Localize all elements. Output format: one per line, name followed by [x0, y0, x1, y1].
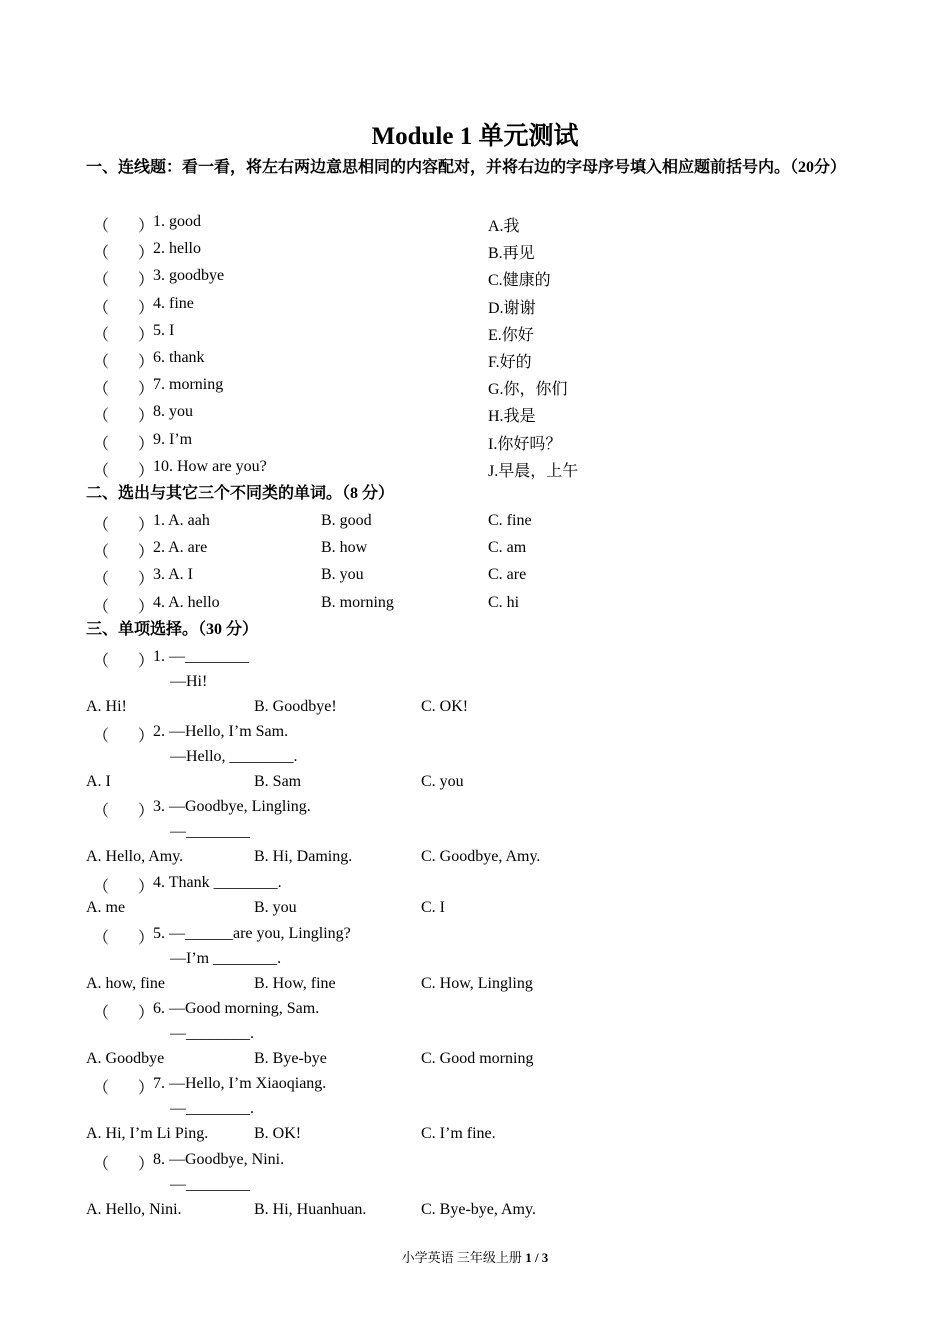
page-title: Module 1 单元测试	[371, 123, 579, 150]
answer-paren-open: （	[93, 653, 110, 670]
answer-paren-close: ）	[138, 598, 155, 616]
option-b: B. Goodbye!	[254, 698, 337, 715]
answer-paren-open: （	[93, 272, 110, 290]
answer-paren-open: （	[93, 326, 110, 344]
matching-left: 4. fine	[153, 294, 194, 312]
answer-paren-close: ）	[138, 326, 155, 344]
question-row	[86, 1151, 886, 1173]
matching-row	[86, 431, 886, 453]
matching-row	[86, 267, 886, 289]
question-text: 2. —Hello, I’m Sam.	[153, 723, 289, 740]
matching-right: H.我是	[488, 408, 536, 426]
answer-paren-close: ）	[138, 1005, 155, 1022]
options-row	[86, 975, 886, 997]
question-text: 7. —Hello, I’m Xiaoqiang.	[153, 1075, 327, 1092]
options-row	[86, 1201, 886, 1223]
page-number: 1 / 3	[525, 1250, 549, 1265]
options-row	[86, 848, 886, 870]
option-a: A. Hi!	[86, 698, 127, 715]
answer-paren-open: （	[93, 728, 110, 745]
reply-row	[86, 1100, 886, 1122]
option-a: A. Hello, Nini.	[86, 1201, 182, 1218]
option-c: C. Bye-bye, Amy.	[421, 1201, 536, 1218]
question-text: 1. —________	[153, 648, 249, 665]
option-a: 2. A. are	[153, 539, 208, 557]
option-c: C. I	[421, 899, 445, 916]
answer-paren-close: ）	[138, 408, 155, 426]
reply-text: —________	[170, 1176, 250, 1193]
option-b: B. Sam	[254, 773, 302, 790]
answer-paren-close: ）	[138, 245, 155, 263]
answer-paren-open: （	[93, 354, 110, 371]
question-row	[86, 648, 886, 670]
matching-right: A.我	[488, 218, 520, 235]
option-b: B. good	[321, 512, 372, 529]
answer-paren-open: （	[93, 803, 110, 820]
answer-paren-close: ）	[138, 354, 155, 371]
question-text: 6. —Good morning, Sam.	[153, 1000, 320, 1017]
reply-text: —________.	[170, 1025, 254, 1042]
section2-heading: 二、选出与其它三个不同类的单词。（8 分）	[86, 485, 395, 502]
matching-right: G.你，你们	[488, 381, 568, 399]
option-b: B. Hi, Daming.	[254, 848, 353, 865]
answer-paren-open: （	[93, 462, 110, 480]
reply-row	[86, 1176, 886, 1198]
option-a: 4. A. hello	[153, 593, 220, 611]
option-c: C. fine	[488, 512, 532, 529]
answer-paren-close: ）	[138, 653, 155, 670]
reply-row	[86, 950, 886, 972]
matching-left: 8. you	[153, 403, 193, 421]
option-a: A. me	[86, 899, 126, 916]
question-text: 5. —______are you, Lingling?	[153, 925, 351, 942]
question-row	[86, 874, 886, 896]
answer-paren-close: ）	[138, 272, 155, 290]
section3-heading: 三、单项选择。（30 分）	[86, 621, 259, 638]
option-b: B. Hi, Huanhuan.	[254, 1201, 367, 1218]
option-b: B. OK!	[254, 1125, 302, 1142]
answer-paren-open: （	[93, 544, 110, 562]
matching-row	[86, 376, 886, 398]
reply-row	[86, 1025, 886, 1047]
answer-paren-close: ）	[138, 728, 155, 745]
answer-paren-close: ）	[138, 381, 155, 399]
answer-paren-close: ）	[138, 462, 155, 480]
option-b: B. you	[321, 566, 364, 584]
answer-paren-close: ）	[138, 879, 155, 896]
answer-paren-open: （	[93, 517, 110, 534]
question-row	[86, 1075, 886, 1097]
answer-paren-open: （	[93, 879, 110, 896]
answer-paren-open: （	[93, 381, 110, 399]
matching-left: 7. morning	[153, 376, 224, 394]
reply-row	[86, 748, 886, 770]
reply-text: —________	[170, 823, 250, 840]
answer-paren-open: （	[93, 1005, 110, 1022]
question-row	[86, 723, 886, 745]
matching-right: D.谢谢	[488, 299, 536, 317]
answer-paren-close: ）	[138, 218, 155, 235]
footer-text: 小学英语 三年级上册	[401, 1250, 526, 1265]
matching-row	[86, 349, 886, 371]
option-c: C. are	[488, 566, 527, 584]
option-b: B. Bye-bye	[254, 1050, 327, 1067]
answer-paren-close: ）	[138, 571, 155, 589]
answer-paren-open: （	[93, 598, 110, 616]
matching-right: J.早晨，上午	[488, 462, 579, 480]
question-text: 8. —Goodbye, Nini.	[153, 1151, 285, 1168]
odd-one-out-row	[86, 512, 886, 534]
matching-row	[86, 458, 886, 480]
options-row	[86, 698, 886, 720]
reply-row	[86, 673, 886, 695]
question-row	[86, 1000, 886, 1022]
option-a: 3. A. I	[153, 566, 193, 584]
options-row	[86, 773, 886, 795]
answer-paren-open: （	[93, 299, 110, 317]
matching-row	[86, 213, 886, 235]
option-a: A. how, fine	[86, 975, 165, 992]
matching-left: 2. hello	[153, 240, 201, 258]
reply-text: —________.	[170, 1100, 254, 1117]
answer-paren-open: （	[93, 408, 110, 426]
answer-paren-close: ）	[138, 803, 155, 820]
answer-paren-open: （	[93, 218, 110, 235]
matching-right: I.你好吗？	[488, 435, 562, 453]
option-a: 1. A. aah	[153, 512, 210, 529]
option-b: B. How, fine	[254, 975, 336, 992]
answer-paren-close: ）	[138, 517, 155, 534]
matching-row	[86, 403, 886, 425]
answer-paren-close: ）	[138, 1080, 155, 1097]
option-c: C. you	[421, 773, 464, 790]
question-text: 4. Thank ________.	[153, 874, 282, 891]
matching-right: B.再见	[488, 245, 535, 263]
reply-text: —I’m ________.	[170, 950, 282, 967]
options-row	[86, 1125, 886, 1147]
option-b: B. morning	[321, 593, 394, 611]
option-a: A. Hi, I’m Li Ping.	[86, 1125, 209, 1142]
option-a: A. Hello, Amy.	[86, 848, 184, 865]
option-c: C. OK!	[421, 698, 469, 715]
answer-paren-open: （	[93, 571, 110, 589]
matching-left: 10. How are you?	[153, 457, 267, 475]
answer-paren-close: ）	[138, 930, 155, 947]
option-a: A. I	[86, 773, 111, 790]
answer-paren-close: ）	[138, 299, 155, 317]
option-c: C. am	[488, 539, 527, 557]
option-c: C. Goodbye, Amy.	[421, 848, 541, 865]
option-a: A. Goodbye	[86, 1050, 165, 1067]
matching-right: F.好的	[488, 354, 532, 371]
question-text: 3. —Goodbye, Lingling.	[153, 798, 311, 815]
options-row	[86, 1050, 886, 1072]
answer-paren-open: （	[93, 1080, 110, 1097]
answer-paren-close: ）	[138, 544, 155, 562]
question-row	[86, 798, 886, 820]
matching-right: C.健康的	[488, 272, 551, 290]
question-row	[86, 925, 886, 947]
matching-left: 9. I’m	[153, 430, 193, 448]
section1-heading: 一、连线题：看一看，将左右两边意思相同的内容配对，并将右边的字母序号填入相应题前括号内。（20分）	[86, 159, 847, 176]
matching-left: 6. thank	[153, 349, 205, 366]
odd-one-out-row	[86, 566, 886, 588]
answer-paren-open: （	[93, 930, 110, 947]
matching-row	[86, 295, 886, 317]
answer-paren-close: ）	[138, 1156, 155, 1173]
odd-one-out-row	[86, 594, 886, 616]
odd-one-out-row	[86, 539, 886, 561]
answer-paren-open: （	[93, 1156, 110, 1173]
page-footer	[0, 1247, 950, 1266]
option-b: B. how	[321, 539, 368, 557]
option-c: C. hi	[488, 593, 520, 611]
option-c: C. I’m fine.	[421, 1125, 496, 1142]
reply-text: —Hello, ________.	[170, 748, 298, 765]
option-c: C. How, Lingling	[421, 975, 533, 992]
matching-row	[86, 240, 886, 262]
answer-paren-open: （	[93, 435, 110, 453]
option-c: C. Good morning	[421, 1050, 534, 1067]
matching-left: 3. goodbye	[153, 267, 225, 285]
matching-right: E.你好	[488, 326, 534, 344]
options-row	[86, 899, 886, 921]
answer-paren-open: （	[93, 245, 110, 263]
option-b: B. you	[254, 899, 297, 916]
matching-row	[86, 322, 886, 344]
reply-row	[86, 823, 886, 845]
answer-paren-close: ）	[138, 435, 155, 453]
matching-left: 5. I	[153, 321, 175, 339]
reply-text: —Hi!	[170, 673, 208, 690]
matching-left: 1. good	[153, 213, 201, 230]
